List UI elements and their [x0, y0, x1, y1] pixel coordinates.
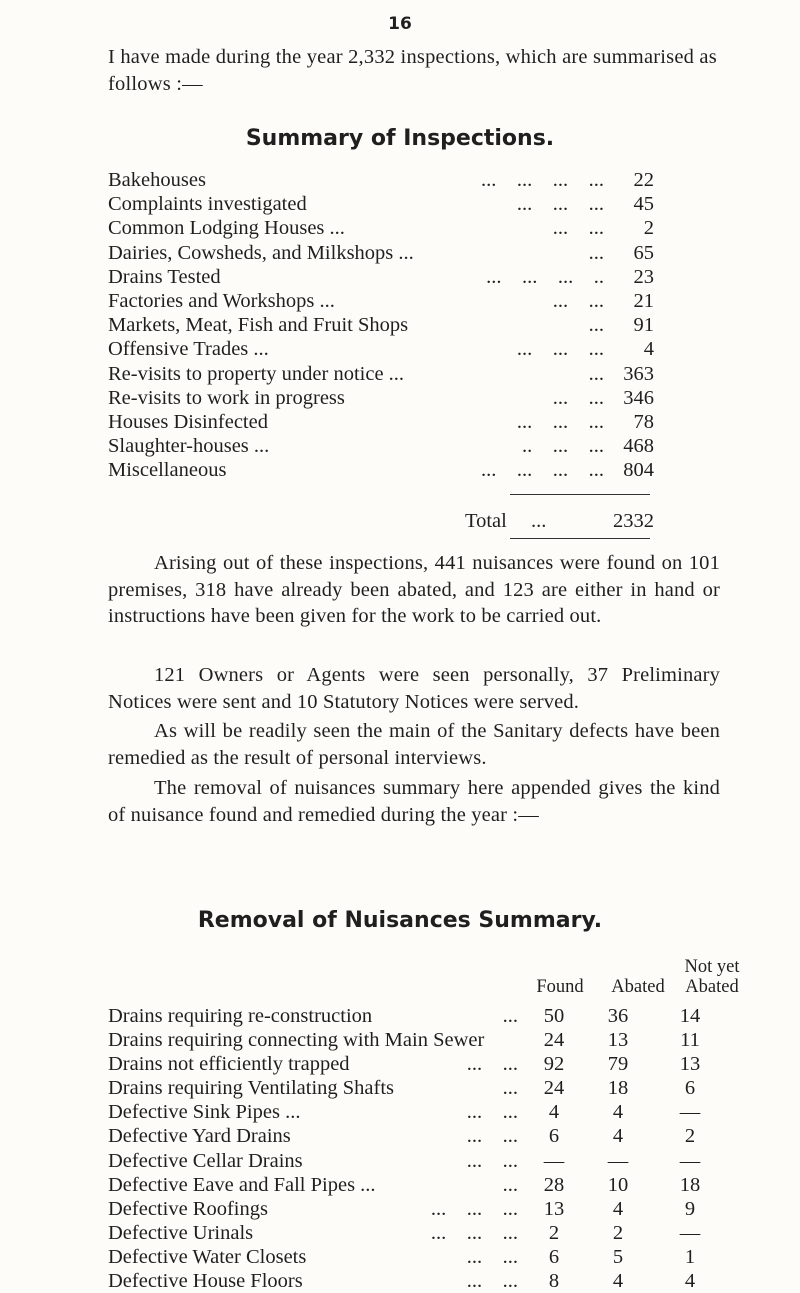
paragraph-nuisances-found: Arising out of these inspections, 441 nuisances were found on 101 premises, 318 have already been abated, and 123 are either in hand or instructions have been given for the work to be carried out.: [108, 552, 720, 627]
nuisance-not-yet: 1: [684, 1245, 696, 1268]
summary-row-label: Factories and Workshops ...: [108, 289, 335, 312]
nuisance-label: Drains requiring re-construction: [108, 1005, 373, 1027]
nuisance-abated: 5: [612, 1245, 624, 1268]
summary-row-dots: ... ... ...: [516, 410, 604, 433]
nuisance-abated: 4: [612, 1197, 624, 1220]
summary-row-label: Miscellaneous: [108, 459, 227, 482]
nuisance-row: [108, 1004, 728, 1028]
summary-row-label: Houses Disinfected: [108, 410, 268, 433]
nuisance-dots: ...: [502, 1173, 518, 1196]
nuisance-not-yet: 14: [679, 1005, 701, 1027]
nuisance-dots: ... ...: [466, 1053, 518, 1076]
nuisance-found: 24: [543, 1029, 565, 1052]
nuisance-dots: ... ...: [466, 1101, 518, 1124]
total-rule-bottom: [510, 538, 650, 539]
summary-row: [108, 168, 668, 192]
summary-row-value: 21: [633, 289, 654, 312]
nuisance-abated: 79: [607, 1053, 629, 1076]
nuisance-row: [108, 1028, 728, 1052]
nuisance-found: 50: [543, 1005, 565, 1027]
nuisance-abated: —: [607, 1149, 629, 1172]
nuisance-row: [108, 1052, 728, 1076]
nuisance-not-yet: 11: [680, 1029, 700, 1052]
header-found: Found: [536, 977, 584, 997]
nuisance-not-yet: 13: [679, 1053, 701, 1076]
nuisance-dots: ... ... ...: [430, 1197, 518, 1220]
summary-row: [108, 289, 668, 313]
nuisance-label: Defective Roofings: [108, 1197, 268, 1220]
total-label: Total: [465, 510, 507, 532]
summary-row-dots: ... ... ...: [516, 193, 604, 216]
summary-row: [108, 216, 668, 240]
nuisance-not-yet: 18: [679, 1173, 701, 1196]
summary-row-value: 468: [623, 435, 654, 458]
summary-row-label: Offensive Trades ...: [108, 338, 269, 361]
summary-row-label: Common Lodging Houses ...: [108, 217, 345, 240]
nuisance-found: —: [543, 1149, 565, 1172]
nuisance-abated: 13: [607, 1029, 629, 1052]
summary-row-value: 78: [633, 410, 654, 433]
nuisance-label: Defective Water Closets: [108, 1245, 307, 1268]
nuisance-label: Defective Sink Pipes ...: [108, 1101, 301, 1124]
nuisance-abated: 36: [607, 1005, 629, 1027]
nuisance-found: 2: [548, 1221, 560, 1244]
summary-row-value: 45: [633, 193, 654, 216]
nuisance-row: [108, 1149, 728, 1173]
summary-row: [108, 241, 668, 265]
nuisance-row: [108, 1221, 728, 1245]
summary-row-dots: ... ... ... ...: [481, 169, 604, 191]
summary-row-label: Slaughter-houses ...: [108, 435, 270, 458]
nuisance-dots: ... ...: [466, 1149, 518, 1172]
page-number: 16: [388, 14, 412, 34]
total-dots: ...: [531, 510, 547, 532]
nuisance-dots: ... ... ...: [430, 1221, 518, 1244]
nuisance-abated: 2: [612, 1221, 624, 1244]
summary-row-label: Markets, Meat, Fish and Fruit Shops: [108, 314, 409, 337]
summary-row-dots: ...: [588, 362, 604, 385]
nuisance-dots: ... ...: [466, 1125, 518, 1148]
intro-paragraph: I have made during the year 2,332 inspections, which are summarised as follows :—: [108, 46, 717, 95]
nuisance-found: 4: [548, 1101, 560, 1124]
total-row: [108, 508, 668, 534]
nuisance-row: [108, 1269, 728, 1293]
summary-heading: Summary of Inspections.: [245, 126, 555, 151]
nuisance-row: [108, 1100, 728, 1124]
nuisance-abated: 4: [612, 1270, 624, 1293]
summary-row-dots: ... ...: [552, 386, 604, 409]
summary-row-dots: ... ...: [552, 289, 604, 312]
nuisance-label: Defective Urinals: [108, 1221, 254, 1244]
nuisance-label: Defective Cellar Drains: [108, 1149, 303, 1172]
summary-row-label: Dairies, Cowsheds, and Milkshops ...: [108, 241, 414, 264]
header-not-yet: Not yet: [684, 957, 740, 977]
nuisance-not-yet: 4: [684, 1270, 696, 1293]
header-abated: Abated: [611, 977, 665, 997]
summary-row-dots: ... ...: [552, 217, 604, 240]
summary-row: [108, 362, 668, 386]
summary-row: [108, 410, 668, 434]
summary-row-dots: ...: [588, 241, 604, 264]
summary-row-dots: ...: [588, 314, 604, 337]
nuisance-dots: ... ...: [466, 1270, 518, 1293]
summary-row-dots: ... ... ...: [516, 338, 604, 361]
summary-row-dots: ... ... ... ...: [481, 459, 604, 482]
nuisance-dots: ...: [502, 1005, 518, 1027]
nuisance-abated: 4: [612, 1125, 624, 1148]
nuisance-not-yet: 6: [684, 1077, 696, 1100]
nuisance-label: Drains requiring Ventilating Shafts: [108, 1077, 395, 1100]
total-value: 2332: [613, 510, 654, 532]
nuisance-label: Drains not efficiently trapped: [108, 1053, 350, 1076]
nuisance-found: 92: [543, 1053, 565, 1076]
nuisance-found: 28: [543, 1173, 565, 1196]
summary-row-dots: ... ... ... ..: [486, 265, 604, 288]
summary-row-value: 23: [633, 265, 654, 288]
nuisances-heading: Removal of Nuisances Summary.: [197, 908, 603, 933]
nuisance-label: Drains requiring connecting with Main Sewer: [108, 1029, 485, 1052]
nuisance-row: [108, 1245, 728, 1269]
summary-row-value: 65: [633, 241, 654, 264]
nuisance-row: [108, 1173, 728, 1197]
summary-row-label: Drains Tested: [108, 265, 221, 288]
summary-row: [108, 192, 668, 216]
paragraph-sanitary-defects: As will be readily seen the main of the Sanitary defects have been remedied as the result of personal interviews.: [108, 720, 720, 769]
summary-row: [108, 386, 668, 410]
nuisance-not-yet: —: [679, 1221, 701, 1244]
nuisance-row: [108, 1124, 728, 1148]
paragraph-removal-summary: The removal of nuisances summary here appended gives the kind of nuisance found and remedied during the year :—: [108, 777, 720, 826]
nuisance-abated: 4: [612, 1101, 624, 1124]
summary-row-value: 4: [643, 338, 654, 361]
summary-row-label: Complaints investigated: [108, 193, 307, 216]
summary-row: [108, 265, 668, 289]
summary-row: [108, 313, 668, 337]
summary-row-value: 22: [633, 169, 654, 191]
nuisance-found: 24: [543, 1077, 565, 1100]
summary-row-label: Bakehouses: [108, 169, 206, 191]
nuisance-found: 6: [548, 1125, 560, 1148]
summary-row-label: Re-visits to work in progress: [108, 386, 345, 409]
summary-table: [108, 168, 668, 482]
nuisance-found: 13: [543, 1197, 565, 1220]
summary-row: [108, 458, 668, 482]
header-not-yet-abated: Abated: [685, 977, 739, 997]
nuisance-not-yet: —: [679, 1101, 701, 1124]
nuisance-row: [108, 1076, 728, 1100]
paragraph-owners-notices: 121 Owners or Agents were seen personally, 37 Preliminary Notices were sent and 10 Statutory Notices were served.: [108, 664, 720, 713]
nuisances-table: [108, 1004, 728, 1293]
summary-row-label: Re-visits to property under notice ...: [108, 362, 405, 385]
nuisance-label: Defective House Floors: [108, 1270, 303, 1293]
nuisance-not-yet: —: [679, 1149, 701, 1172]
summary-row: [108, 434, 668, 458]
nuisance-row: [108, 1197, 728, 1221]
summary-row-value: 2: [643, 217, 654, 240]
summary-row: [108, 337, 668, 361]
nuisance-abated: 18: [607, 1077, 629, 1100]
summary-row-value: 346: [623, 386, 654, 409]
nuisance-abated: 10: [607, 1173, 629, 1196]
nuisance-dots: ...: [502, 1077, 518, 1100]
nuisance-found: 6: [548, 1245, 560, 1268]
nuisance-label: Defective Yard Drains: [108, 1125, 291, 1148]
summary-row-value: 363: [623, 362, 654, 385]
summary-row-value: 91: [633, 314, 654, 337]
nuisance-not-yet: 2: [684, 1125, 696, 1148]
total-rule-top: [510, 494, 650, 495]
nuisance-found: 8: [548, 1270, 560, 1293]
summary-row-dots: .. ... ...: [522, 435, 604, 458]
nuisance-label: Defective Eave and Fall Pipes ...: [108, 1173, 376, 1196]
nuisance-not-yet: 9: [684, 1197, 696, 1220]
nuisance-dots: ... ...: [466, 1245, 518, 1268]
summary-row-value: 804: [623, 459, 654, 482]
